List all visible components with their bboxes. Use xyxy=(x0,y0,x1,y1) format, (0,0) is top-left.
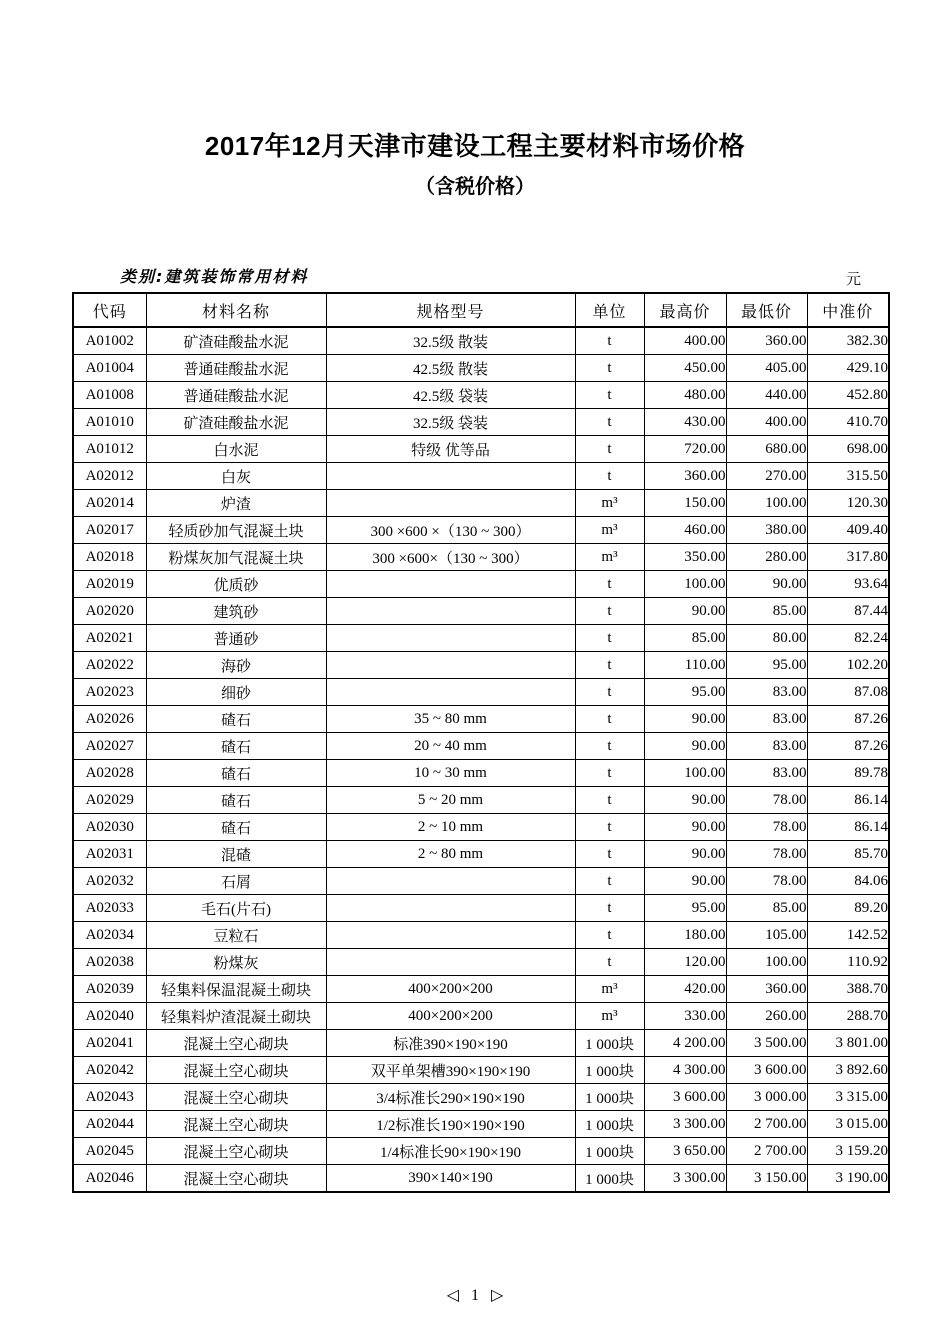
table-row xyxy=(73,652,889,679)
cell-unit: 1 000块 xyxy=(575,1165,644,1193)
cell-min-price: 95.00 xyxy=(726,652,807,679)
cell-unit: t xyxy=(575,409,644,436)
cell-spec xyxy=(326,625,575,652)
cell-name: 普通硅酸盐水泥 xyxy=(146,382,326,409)
cell-min-price: 83.00 xyxy=(726,733,807,760)
cell-mid-price: 142.52 xyxy=(807,922,889,949)
document-title: 2017年12月天津市建设工程主要材料市场价格 xyxy=(204,131,746,161)
cell-max-price: 100.00 xyxy=(644,571,726,598)
cell-unit: 1 000块 xyxy=(575,1030,644,1057)
cell-min-price: 83.00 xyxy=(726,760,807,787)
table-row xyxy=(73,1003,889,1030)
table-row xyxy=(73,1138,889,1165)
cell-max-price: 90.00 xyxy=(644,814,726,841)
cell-max-price: 3 600.00 xyxy=(644,1084,726,1111)
cell-min-price: 85.00 xyxy=(726,895,807,922)
table-row xyxy=(73,841,889,868)
cell-mid-price: 317.80 xyxy=(807,544,889,571)
cell-max-price: 4 200.00 xyxy=(644,1030,726,1057)
cell-code: A02040 xyxy=(73,1003,146,1030)
cell-min-price: 440.00 xyxy=(726,382,807,409)
cell-max-price: 90.00 xyxy=(644,787,726,814)
cell-name: 混凝土空心砌块 xyxy=(146,1138,326,1165)
cell-mid-price: 452.80 xyxy=(807,382,889,409)
cell-code: A02023 xyxy=(73,679,146,706)
cell-spec: 42.5级 袋装 xyxy=(326,382,575,409)
cell-spec xyxy=(326,949,575,976)
cell-min-price: 80.00 xyxy=(726,625,807,652)
cell-code: A02033 xyxy=(73,895,146,922)
cell-max-price: 420.00 xyxy=(644,976,726,1003)
cell-name: 豆粒石 xyxy=(146,922,326,949)
cell-min-price: 360.00 xyxy=(726,327,807,355)
cell-unit: t xyxy=(575,625,644,652)
cell-unit: t xyxy=(575,463,644,490)
cell-mid-price: 87.26 xyxy=(807,733,889,760)
cell-max-price: 3 300.00 xyxy=(644,1165,726,1193)
cell-name: 炉渣 xyxy=(146,490,326,517)
column-header-spec: 规格型号 xyxy=(326,293,575,327)
cell-unit: t xyxy=(575,949,644,976)
cell-min-price: 280.00 xyxy=(726,544,807,571)
cell-unit: m³ xyxy=(575,1003,644,1030)
column-header-min-price: 最低价 xyxy=(726,293,807,327)
table-row xyxy=(73,625,889,652)
next-page-icon: ▷ xyxy=(491,1287,504,1304)
cell-unit: t xyxy=(575,706,644,733)
cell-min-price: 78.00 xyxy=(726,841,807,868)
cell-max-price: 720.00 xyxy=(644,436,726,463)
cell-unit: t xyxy=(575,733,644,760)
cell-code: A02018 xyxy=(73,544,146,571)
cell-min-price: 85.00 xyxy=(726,598,807,625)
cell-mid-price: 388.70 xyxy=(807,976,889,1003)
cell-mid-price: 3 892.60 xyxy=(807,1057,889,1084)
cell-spec: 2 ~ 10 mm xyxy=(326,814,575,841)
table-row xyxy=(73,679,889,706)
cell-spec: 35 ~ 80 mm xyxy=(326,706,575,733)
cell-code: A01002 xyxy=(73,327,146,355)
cell-max-price: 90.00 xyxy=(644,733,726,760)
cell-min-price: 100.00 xyxy=(726,490,807,517)
table-row xyxy=(73,517,889,544)
cell-code: A02029 xyxy=(73,787,146,814)
cell-max-price: 460.00 xyxy=(644,517,726,544)
cell-name: 混凝土空心砌块 xyxy=(146,1084,326,1111)
cell-unit: t xyxy=(575,652,644,679)
table-row xyxy=(73,571,889,598)
cell-unit: t xyxy=(575,436,644,463)
cell-unit: t xyxy=(575,760,644,787)
cell-spec xyxy=(326,868,575,895)
cell-max-price: 180.00 xyxy=(644,922,726,949)
cell-unit: 1 000块 xyxy=(575,1084,644,1111)
cell-mid-price: 315.50 xyxy=(807,463,889,490)
cell-name: 矿渣硅酸盐水泥 xyxy=(146,409,326,436)
cell-mid-price: 409.40 xyxy=(807,517,889,544)
cell-mid-price: 698.00 xyxy=(807,436,889,463)
cell-code: A02032 xyxy=(73,868,146,895)
cell-spec xyxy=(326,895,575,922)
cell-mid-price: 86.14 xyxy=(807,814,889,841)
cell-mid-price: 120.30 xyxy=(807,490,889,517)
cell-max-price: 100.00 xyxy=(644,760,726,787)
cell-name: 建筑砂 xyxy=(146,598,326,625)
table-row xyxy=(73,868,889,895)
cell-spec: 2 ~ 80 mm xyxy=(326,841,575,868)
cell-min-price: 3 150.00 xyxy=(726,1165,807,1193)
cell-name: 白灰 xyxy=(146,463,326,490)
cell-name: 混凝土空心砌块 xyxy=(146,1165,326,1193)
cell-max-price: 3 300.00 xyxy=(644,1111,726,1138)
cell-max-price: 400.00 xyxy=(644,327,726,355)
cell-code: A02020 xyxy=(73,598,146,625)
cell-mid-price: 86.14 xyxy=(807,787,889,814)
cell-min-price: 78.00 xyxy=(726,868,807,895)
table-row xyxy=(73,895,889,922)
cell-code: A02031 xyxy=(73,841,146,868)
cell-unit: m³ xyxy=(575,490,644,517)
table-row xyxy=(73,976,889,1003)
table-row xyxy=(73,1111,889,1138)
cell-name: 碴石 xyxy=(146,706,326,733)
cell-max-price: 90.00 xyxy=(644,868,726,895)
cell-min-price: 3 600.00 xyxy=(726,1057,807,1084)
cell-mid-price: 288.70 xyxy=(807,1003,889,1030)
cell-min-price: 83.00 xyxy=(726,679,807,706)
cell-name: 轻集料保温混凝土砌块 xyxy=(146,976,326,1003)
cell-mid-price: 382.30 xyxy=(807,327,889,355)
cell-unit: t xyxy=(575,355,644,382)
cell-max-price: 430.00 xyxy=(644,409,726,436)
cell-spec: 特级 优等品 xyxy=(326,436,575,463)
cell-name: 轻集料炉渣混凝土砌块 xyxy=(146,1003,326,1030)
cell-mid-price: 89.78 xyxy=(807,760,889,787)
cell-code: A02017 xyxy=(73,517,146,544)
cell-mid-price: 410.70 xyxy=(807,409,889,436)
cell-min-price: 3 500.00 xyxy=(726,1030,807,1057)
cell-code: A01012 xyxy=(73,436,146,463)
cell-max-price: 350.00 xyxy=(644,544,726,571)
cell-mid-price: 3 315.00 xyxy=(807,1084,889,1111)
table-row xyxy=(73,733,889,760)
table-row xyxy=(73,436,889,463)
cell-code: A02045 xyxy=(73,1138,146,1165)
cell-min-price: 2 700.00 xyxy=(726,1111,807,1138)
cell-name: 海砂 xyxy=(146,652,326,679)
cell-unit: t xyxy=(575,814,644,841)
cell-max-price: 120.00 xyxy=(644,949,726,976)
cell-mid-price: 93.64 xyxy=(807,571,889,598)
cell-max-price: 330.00 xyxy=(644,1003,726,1030)
cell-max-price: 450.00 xyxy=(644,355,726,382)
cell-code: A02034 xyxy=(73,922,146,949)
cell-mid-price: 3 015.00 xyxy=(807,1111,889,1138)
cell-max-price: 3 650.00 xyxy=(644,1138,726,1165)
cell-mid-price: 89.20 xyxy=(807,895,889,922)
cell-max-price: 85.00 xyxy=(644,625,726,652)
cell-min-price: 3 000.00 xyxy=(726,1084,807,1111)
cell-unit: t xyxy=(575,922,644,949)
cell-mid-price: 87.44 xyxy=(807,598,889,625)
cell-spec: 400×200×200 xyxy=(326,1003,575,1030)
cell-mid-price: 84.06 xyxy=(807,868,889,895)
table-row xyxy=(73,544,889,571)
cell-mid-price: 87.08 xyxy=(807,679,889,706)
table-row xyxy=(73,760,889,787)
page-number: 1 xyxy=(471,1287,479,1304)
cell-max-price: 4 300.00 xyxy=(644,1057,726,1084)
cell-code: A02028 xyxy=(73,760,146,787)
table-row xyxy=(73,409,889,436)
table-row xyxy=(73,787,889,814)
cell-max-price: 480.00 xyxy=(644,382,726,409)
table-body xyxy=(73,327,889,1192)
cell-min-price: 90.00 xyxy=(726,571,807,598)
cell-name: 轻质砂加气混凝土块 xyxy=(146,517,326,544)
cell-unit: 1 000块 xyxy=(575,1138,644,1165)
cell-min-price: 78.00 xyxy=(726,787,807,814)
cell-code: A02042 xyxy=(73,1057,146,1084)
cell-unit: 1 000块 xyxy=(575,1111,644,1138)
cell-min-price: 100.00 xyxy=(726,949,807,976)
cell-min-price: 400.00 xyxy=(726,409,807,436)
cell-min-price: 380.00 xyxy=(726,517,807,544)
cell-code: A01010 xyxy=(73,409,146,436)
cell-mid-price: 3 190.00 xyxy=(807,1165,889,1193)
cell-mid-price: 102.20 xyxy=(807,652,889,679)
price-table xyxy=(72,292,890,1193)
table-row xyxy=(73,706,889,733)
cell-name: 普通硅酸盐水泥 xyxy=(146,355,326,382)
cell-spec: 32.5级 袋装 xyxy=(326,409,575,436)
cell-name: 矿渣硅酸盐水泥 xyxy=(146,327,326,355)
cell-code: A01008 xyxy=(73,382,146,409)
table-row xyxy=(73,922,889,949)
cell-min-price: 78.00 xyxy=(726,814,807,841)
cell-name: 毛石(片石) xyxy=(146,895,326,922)
table-row xyxy=(73,1084,889,1111)
cell-spec xyxy=(326,598,575,625)
table-row xyxy=(73,598,889,625)
cell-code: A02022 xyxy=(73,652,146,679)
table-row xyxy=(73,814,889,841)
cell-max-price: 95.00 xyxy=(644,895,726,922)
cell-name: 粉煤灰 xyxy=(146,949,326,976)
table-row xyxy=(73,949,889,976)
cell-spec xyxy=(326,463,575,490)
table-header-row xyxy=(73,293,889,327)
cell-code: A02027 xyxy=(73,733,146,760)
cell-max-price: 90.00 xyxy=(644,598,726,625)
cell-mid-price: 429.10 xyxy=(807,355,889,382)
column-header-code: 代码 xyxy=(73,293,146,327)
cell-unit: m³ xyxy=(575,976,644,1003)
cell-code: A02012 xyxy=(73,463,146,490)
cell-code: A02026 xyxy=(73,706,146,733)
cell-spec: 5 ~ 20 mm xyxy=(326,787,575,814)
cell-unit: t xyxy=(575,679,644,706)
cell-code: A02043 xyxy=(73,1084,146,1111)
document-subtitle: （含税价格） xyxy=(415,174,535,198)
cell-name: 优质砂 xyxy=(146,571,326,598)
cell-min-price: 2 700.00 xyxy=(726,1138,807,1165)
cell-name: 粉煤灰加气混凝土块 xyxy=(146,544,326,571)
cell-name: 混凝土空心砌块 xyxy=(146,1030,326,1057)
cell-min-price: 680.00 xyxy=(726,436,807,463)
cell-spec xyxy=(326,571,575,598)
cell-spec: 3/4标准长290×190×190 xyxy=(326,1084,575,1111)
cell-name: 碴石 xyxy=(146,760,326,787)
cell-name: 白水泥 xyxy=(146,436,326,463)
column-header-mid-price: 中准价 xyxy=(807,293,889,327)
cell-unit: t xyxy=(575,598,644,625)
cell-spec: 20 ~ 40 mm xyxy=(326,733,575,760)
cell-mid-price: 110.92 xyxy=(807,949,889,976)
cell-unit: t xyxy=(575,382,644,409)
cell-min-price: 260.00 xyxy=(726,1003,807,1030)
currency-unit: 元 xyxy=(846,270,862,288)
cell-code: A01004 xyxy=(73,355,146,382)
cell-mid-price: 85.70 xyxy=(807,841,889,868)
cell-name: 石屑 xyxy=(146,868,326,895)
cell-min-price: 270.00 xyxy=(726,463,807,490)
table-row xyxy=(73,1057,889,1084)
table-row xyxy=(73,463,889,490)
cell-spec: 400×200×200 xyxy=(326,976,575,1003)
cell-unit: t xyxy=(575,571,644,598)
table-row xyxy=(73,1030,889,1057)
page-footer xyxy=(0,1285,950,1305)
cell-code: A02039 xyxy=(73,976,146,1003)
cell-spec xyxy=(326,922,575,949)
cell-code: A02038 xyxy=(73,949,146,976)
cell-min-price: 83.00 xyxy=(726,706,807,733)
cell-name: 细砂 xyxy=(146,679,326,706)
cell-spec: 双平单架槽390×190×190 xyxy=(326,1057,575,1084)
cell-spec: 300 ×600 ×（130 ~ 300） xyxy=(326,517,575,544)
cell-mid-price: 82.24 xyxy=(807,625,889,652)
cell-max-price: 90.00 xyxy=(644,841,726,868)
cell-code: A02030 xyxy=(73,814,146,841)
cell-name: 混碴 xyxy=(146,841,326,868)
cell-unit: t xyxy=(575,327,644,355)
cell-mid-price: 87.26 xyxy=(807,706,889,733)
table-row xyxy=(73,490,889,517)
cell-min-price: 105.00 xyxy=(726,922,807,949)
cell-spec: 1/2标准长190×190×190 xyxy=(326,1111,575,1138)
cell-max-price: 360.00 xyxy=(644,463,726,490)
cell-name: 碴石 xyxy=(146,814,326,841)
prev-page-icon: ◁ xyxy=(446,1287,459,1304)
cell-spec xyxy=(326,652,575,679)
category-label: 类别:建筑装饰常用材料 xyxy=(120,267,309,286)
table-row xyxy=(73,327,889,355)
cell-min-price: 360.00 xyxy=(726,976,807,1003)
cell-name: 普通砂 xyxy=(146,625,326,652)
cell-name: 碴石 xyxy=(146,733,326,760)
table-row xyxy=(73,382,889,409)
cell-code: A02014 xyxy=(73,490,146,517)
cell-name: 碴石 xyxy=(146,787,326,814)
cell-spec: 标准390×190×190 xyxy=(326,1030,575,1057)
cell-max-price: 95.00 xyxy=(644,679,726,706)
cell-unit: 1 000块 xyxy=(575,1057,644,1084)
cell-mid-price: 3 159.20 xyxy=(807,1138,889,1165)
cell-max-price: 150.00 xyxy=(644,490,726,517)
table-row xyxy=(73,1165,889,1193)
cell-spec: 32.5级 散装 xyxy=(326,327,575,355)
cell-mid-price: 3 801.00 xyxy=(807,1030,889,1057)
cell-spec: 42.5级 散装 xyxy=(326,355,575,382)
table-row xyxy=(73,355,889,382)
cell-spec: 1/4标准长90×190×190 xyxy=(326,1138,575,1165)
cell-code: A02041 xyxy=(73,1030,146,1057)
column-header-unit: 单位 xyxy=(575,293,644,327)
cell-unit: t xyxy=(575,895,644,922)
cell-unit: t xyxy=(575,787,644,814)
cell-code: A02019 xyxy=(73,571,146,598)
cell-spec: 300 ×600×（130 ~ 300） xyxy=(326,544,575,571)
column-header-name: 材料名称 xyxy=(146,293,326,327)
cell-min-price: 405.00 xyxy=(726,355,807,382)
cell-max-price: 90.00 xyxy=(644,706,726,733)
cell-code: A02044 xyxy=(73,1111,146,1138)
cell-spec xyxy=(326,679,575,706)
cell-spec: 390×140×190 xyxy=(326,1165,575,1193)
column-header-max-price: 最高价 xyxy=(644,293,726,327)
cell-unit: m³ xyxy=(575,544,644,571)
cell-code: A02021 xyxy=(73,625,146,652)
cell-name: 混凝土空心砌块 xyxy=(146,1057,326,1084)
cell-spec: 10 ~ 30 mm xyxy=(326,760,575,787)
cell-unit: m³ xyxy=(575,517,644,544)
cell-spec xyxy=(326,490,575,517)
cell-name: 混凝土空心砌块 xyxy=(146,1111,326,1138)
cell-max-price: 110.00 xyxy=(644,652,726,679)
cell-unit: t xyxy=(575,868,644,895)
cell-code: A02046 xyxy=(73,1165,146,1193)
cell-unit: t xyxy=(575,841,644,868)
